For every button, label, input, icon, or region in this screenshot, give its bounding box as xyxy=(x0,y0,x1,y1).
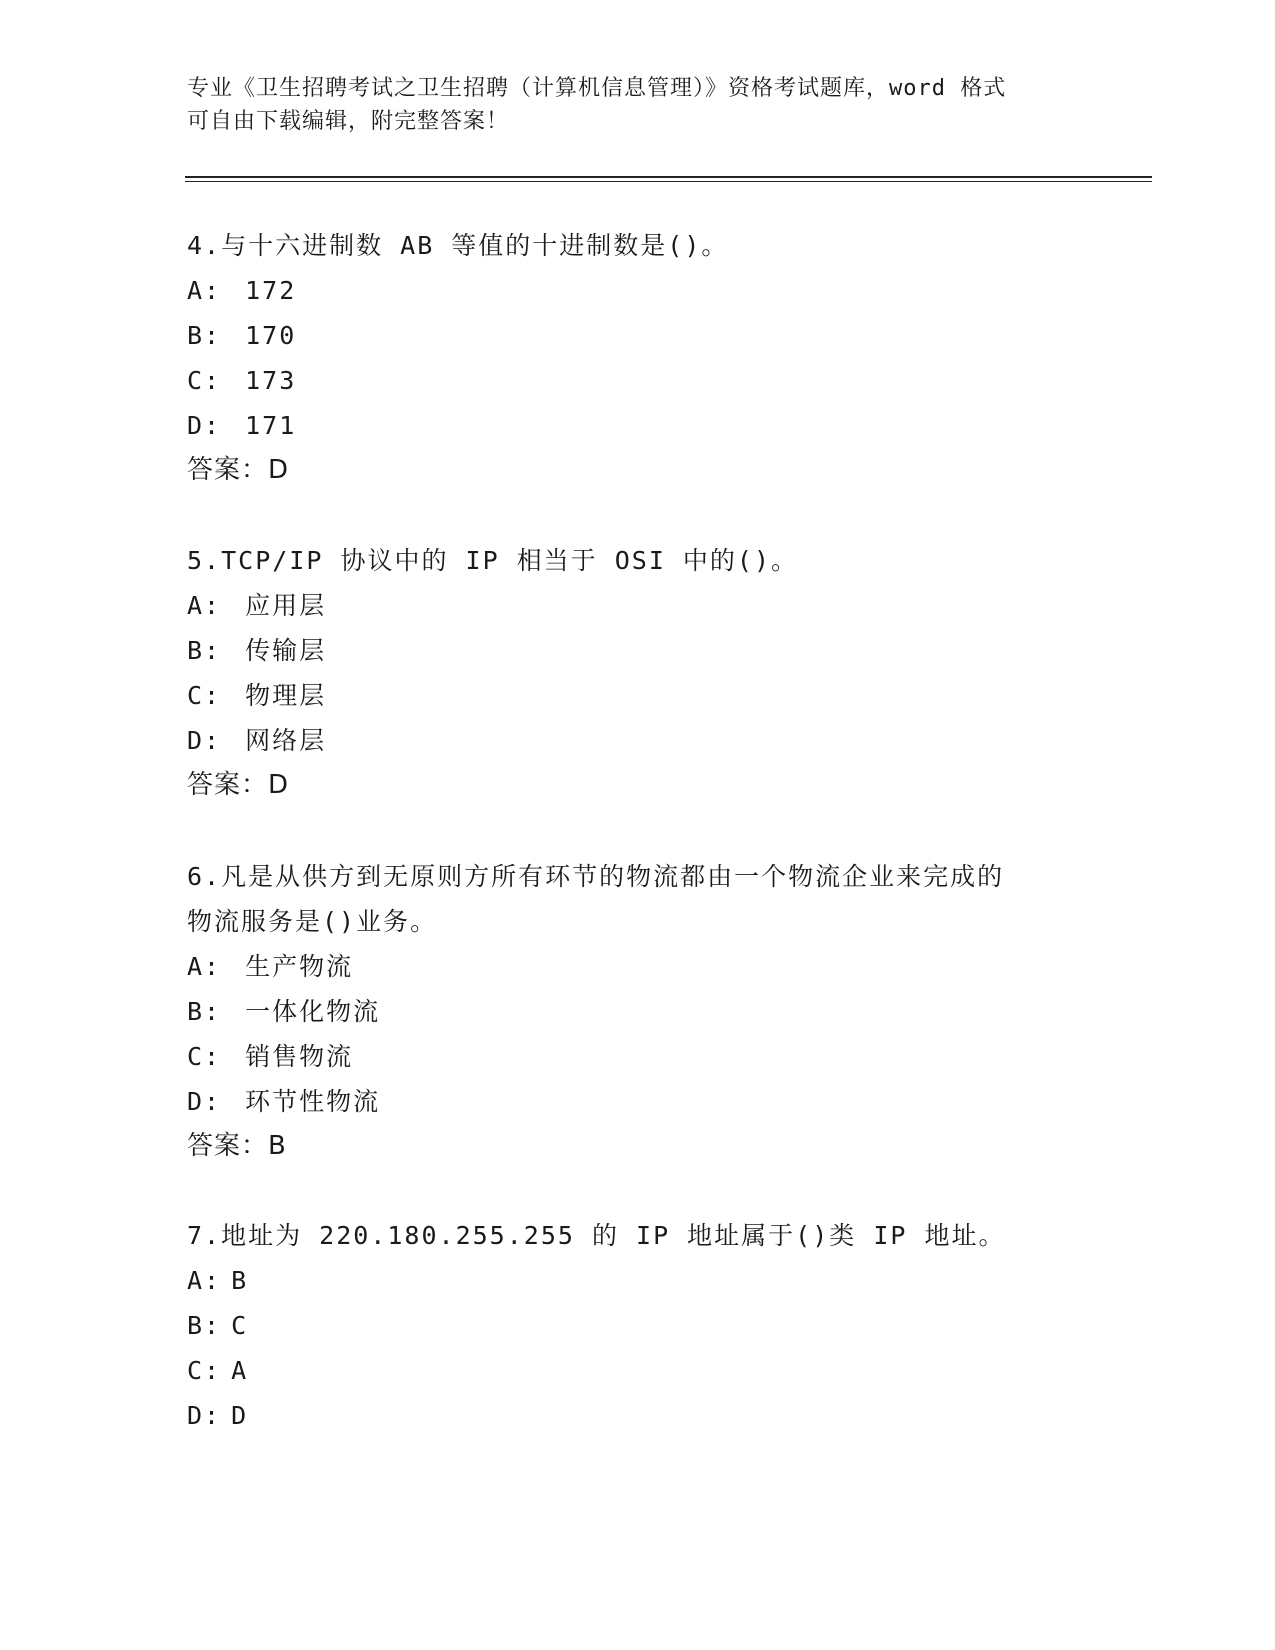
option-text: 传输层 xyxy=(245,636,327,665)
question-6 xyxy=(187,854,1087,1168)
option-key: D: xyxy=(187,726,222,755)
option-c xyxy=(187,1348,1087,1393)
option-key: A: xyxy=(187,591,222,620)
header-line-1: 专业《卫生招聘考试之卫生招聘（计算机信息管理）》资格考试题库，word 格式 xyxy=(187,76,1007,101)
option-key: C: xyxy=(187,1042,222,1071)
option-c xyxy=(187,673,1087,718)
answer-line: 答案：D xyxy=(187,770,290,800)
option-text: D xyxy=(231,1401,249,1430)
option-key: B: xyxy=(187,636,222,665)
header-divider-thin xyxy=(185,181,1152,182)
option-text: 销售物流 xyxy=(245,1042,354,1071)
option-text: 环节性物流 xyxy=(245,1087,381,1116)
option-key: A: xyxy=(187,1266,222,1295)
document-header xyxy=(187,72,1087,138)
option-d xyxy=(187,1393,1087,1438)
option-key: A: xyxy=(187,952,222,981)
option-d xyxy=(187,403,1087,448)
option-a xyxy=(187,1258,1087,1303)
option-text: 一体化物流 xyxy=(245,997,381,1026)
option-key: A: xyxy=(187,276,222,305)
option-d xyxy=(187,718,1087,763)
answer-line: 答案：B xyxy=(187,1131,287,1161)
option-text: 170 xyxy=(245,321,297,350)
question-stem: 4.与十六进制数 AB 等值的十进制数是()。 xyxy=(187,231,729,260)
option-a xyxy=(187,944,1087,989)
option-b xyxy=(187,628,1087,673)
option-a xyxy=(187,268,1087,313)
header-divider xyxy=(185,176,1152,178)
question-stem-line-1: 6.凡是从供方到无原则方所有环节的物流都由一个物流企业来完成的 xyxy=(187,862,1005,891)
option-text: 网络层 xyxy=(245,726,327,755)
option-key: B: xyxy=(187,997,222,1026)
option-text: B xyxy=(231,1266,249,1295)
option-b xyxy=(187,1303,1087,1348)
option-text: 物理层 xyxy=(245,681,327,710)
answer-line: 答案：D xyxy=(187,455,290,485)
question-stem: 7.地址为 220.180.255.255 的 IP 地址属于()类 IP 地址。 xyxy=(187,1221,1006,1250)
option-text: 生产物流 xyxy=(245,952,354,981)
question-7 xyxy=(187,1213,1087,1438)
question-5 xyxy=(187,538,1087,807)
option-text: C xyxy=(231,1311,249,1340)
option-key: C: xyxy=(187,366,222,395)
option-key: B: xyxy=(187,321,222,350)
question-stem: 5.TCP/IP 协议中的 IP 相当于 OSI 中的()。 xyxy=(187,546,799,575)
option-key: B: xyxy=(187,1311,222,1340)
option-d xyxy=(187,1079,1087,1124)
question-stem-line-2: 物流服务是()业务。 xyxy=(187,907,438,936)
option-c xyxy=(187,358,1087,403)
question-4 xyxy=(187,223,1087,492)
option-key: D: xyxy=(187,1401,222,1430)
option-b xyxy=(187,313,1087,358)
option-text: 172 xyxy=(245,276,297,305)
option-text: A xyxy=(231,1356,249,1385)
option-text: 171 xyxy=(245,411,297,440)
header-line-2: 可自由下载编辑，附完整答案！ xyxy=(187,109,510,134)
option-b xyxy=(187,989,1087,1034)
option-key: D: xyxy=(187,411,222,440)
option-text: 应用层 xyxy=(245,591,327,620)
option-c xyxy=(187,1034,1087,1079)
option-a xyxy=(187,583,1087,628)
option-key: D: xyxy=(187,1087,222,1116)
option-key: C: xyxy=(187,681,222,710)
option-key: C: xyxy=(187,1356,222,1385)
option-text: 173 xyxy=(245,366,297,395)
